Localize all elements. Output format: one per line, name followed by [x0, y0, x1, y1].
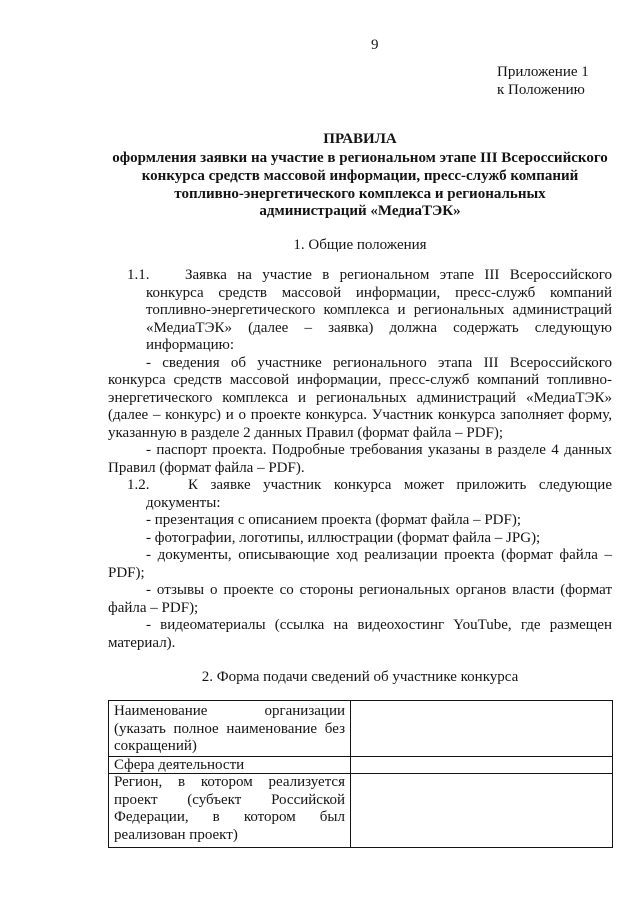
title-subtitle-line: конкурса средств массовой информации, пресс-служб компаний — [141, 168, 579, 184]
table-row — [109, 701, 612, 756]
field-label-line: Регион, в котором реализуется — [114, 774, 345, 790]
title-subtitle-line: оформления заявки на участие в региональном этапе III Всероссийского — [112, 150, 608, 166]
clause-text-line: топливно-энергетического комплекса и региональных администраций — [146, 302, 612, 318]
appendix-label: Приложение 1 — [497, 64, 589, 80]
title-subtitle-line: топливно-энергетического комплекса и региональных — [174, 186, 546, 202]
field-value-cell — [351, 774, 612, 847]
field-label-line: Федерации, в котором был — [114, 809, 345, 825]
list-item-line: PDF); — [108, 564, 145, 581]
field-label-line: реализован проект) — [114, 826, 238, 843]
clause-text-line: Заявка на участие в региональном этапе III Всероссийского — [185, 267, 612, 283]
clause-number: 1.2. — [127, 477, 150, 493]
field-label-line: (указать полное наименование без — [114, 720, 345, 737]
list-item-line: - сведения об участнике регионального этапа III Всероссийского — [146, 354, 612, 371]
field-label-line: Сфера деятельности — [114, 757, 245, 773]
field-label-cell — [109, 757, 351, 773]
title-subtitle-line: администраций «МедиаТЭК» — [259, 203, 461, 219]
field-label-line: проект (субъект Российской — [114, 791, 345, 808]
field-label-cell — [109, 701, 351, 756]
document-title: ПРАВИЛА — [323, 131, 397, 147]
list-item-line: - видеоматериалы (ссылка на видеохостинг YouTube, где размещен — [146, 617, 612, 633]
list-item-line: - документы, описывающие ход реализации проекта (формат файла – — [146, 547, 612, 563]
list-item-line: конкурса средств массовой информации, пресс-служб компаний топливно- — [108, 372, 612, 388]
list-item-line: - паспорт проекта. Подробные требования указаны в разделе 4 данных — [146, 442, 612, 458]
section-heading: 2. Форма подачи сведений об участнике конкурса — [201, 669, 519, 685]
list-item-line: файла – PDF); — [108, 599, 199, 616]
list-item-line: - отзывы о проекте со стороны региональных органов власти (формат — [146, 582, 612, 598]
form-table — [108, 700, 613, 848]
clause-text-line: информацию: — [146, 337, 235, 353]
list-item-line: Правил (формат файла – PDF). — [108, 459, 305, 476]
clause-text-line: К заявке участник конкурса может приложить следующие — [188, 477, 612, 493]
field-label-line: сокращений) — [114, 738, 197, 754]
clause-text-line: документы: — [146, 494, 221, 511]
page-number: 9 — [371, 37, 379, 53]
clause-number: 1.1. — [127, 267, 150, 283]
list-item-line: (далее – конкурс) и о проекте конкурса. Участник конкурса заполняет форму, — [108, 407, 612, 423]
clause-text-line: конкурса средств массовой информации, пресс-служб компаний — [146, 284, 612, 301]
field-label-line: Наименование организации — [114, 703, 345, 719]
clause-text-line: «МедиаТЭК» (далее – заявка) должна содержать следующую — [146, 319, 612, 336]
list-item-line: - презентация с описанием проекта (формат файла – PDF); — [146, 512, 522, 528]
list-item-line: материал). — [108, 634, 176, 651]
appendix-reference: к Положению — [497, 82, 585, 98]
field-label-cell — [109, 774, 351, 847]
table-row — [109, 773, 612, 847]
section-heading: 1. Общие положения — [293, 237, 427, 253]
list-item-line: указанную в разделе 2 данных Правил (формат файла – PDF); — [108, 424, 504, 441]
field-value-cell — [351, 757, 612, 773]
table-row — [109, 756, 612, 773]
list-item-line: - фотографии, логотипы, иллюстрации (формат файла – JPG); — [146, 529, 541, 546]
field-value-cell — [351, 701, 612, 756]
list-item-line: энергетического комплекса и региональных администраций «МедиаТЭК» — [108, 389, 612, 406]
